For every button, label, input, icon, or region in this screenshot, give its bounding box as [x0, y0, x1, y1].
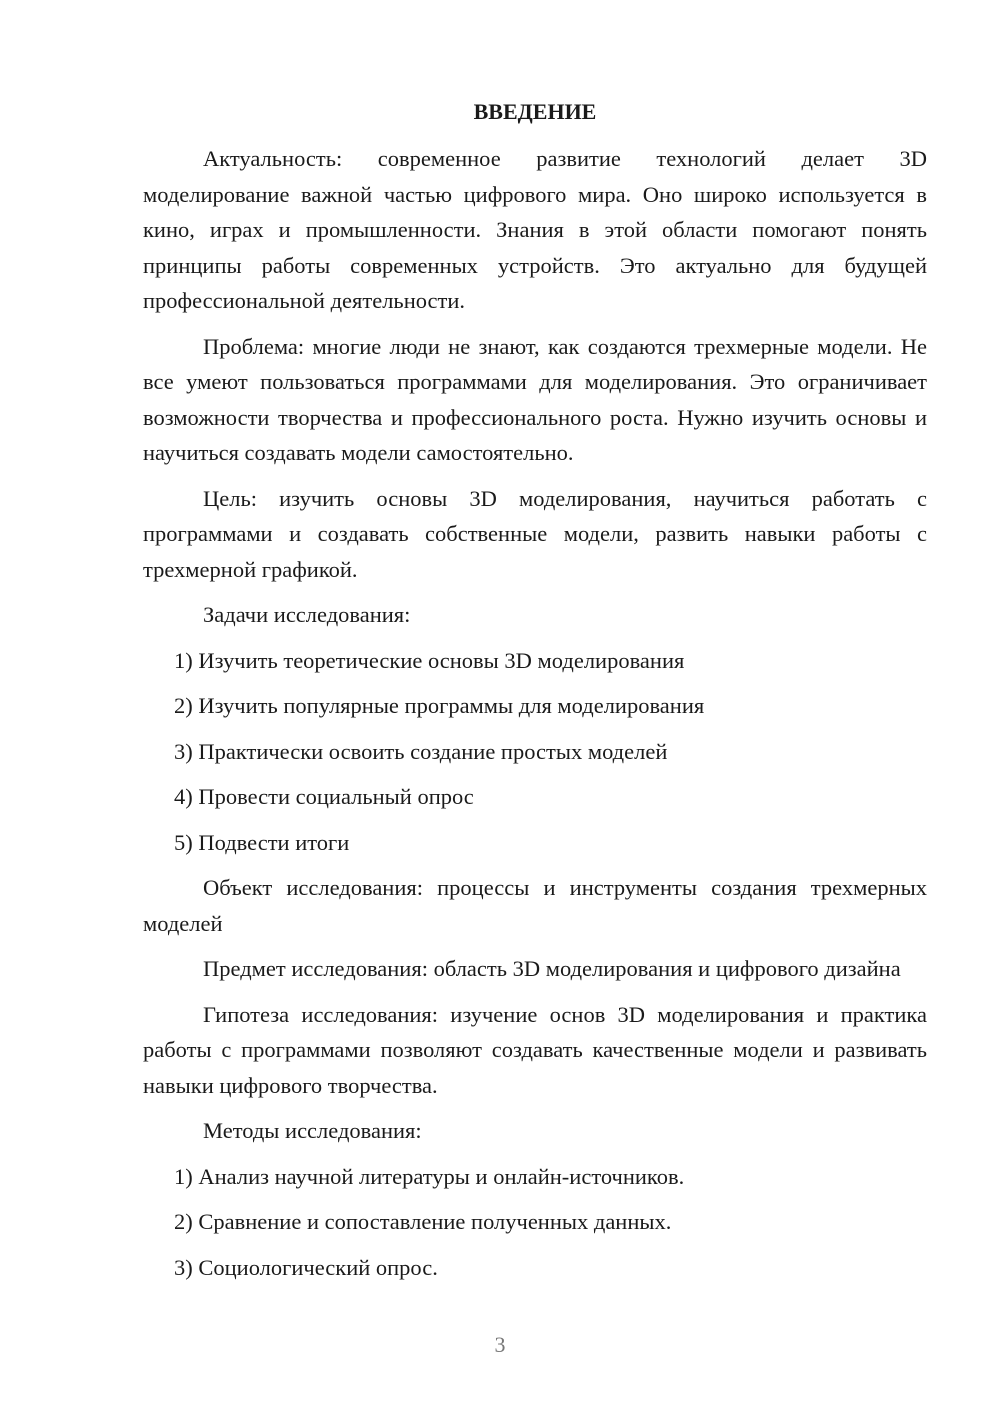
object-paragraph: Объект исследования: процессы и инструменты создания трехмерных моделей	[143, 875, 927, 936]
list-item: 4) Провести социальный опрос	[174, 784, 474, 809]
list-item: 5) Подвести итоги	[174, 829, 350, 855]
relevance-paragraph: Актуальность: современное развитие технологий делает 3D моделирование важной частью цифрового мира. Оно широко используется в кино, играх и промышленности. Знания в этой области помогают понять принципы работы современных устройств. Это актуально для будущей профессиональной деятельности.	[143, 146, 927, 313]
methods-list	[143, 1159, 927, 1286]
list-item: 2) Сравнение и сопоставление полученных данных.	[174, 1209, 672, 1234]
list-item: 1) Изучить теоретические основы 3D моделирования	[174, 647, 685, 673]
page-title: ВВЕДЕНИЕ	[473, 99, 597, 124]
goal-paragraph: Цель: изучить основы 3D моделирования, научиться работать с программами и создавать собственные модели, развить навыки работы с трехмерной графикой.	[143, 485, 927, 582]
subject-paragraph: Предмет исследования: область 3D моделирования и цифрового дизайна	[203, 956, 901, 981]
list-item: 3) Практически освоить создание простых моделей	[174, 738, 668, 764]
list-item: 1) Анализ научной литературы и онлайн-источников.	[174, 1163, 685, 1189]
list-item: 3) Социологический опрос.	[174, 1254, 438, 1280]
tasks-heading: Задачи исследования:	[203, 602, 411, 627]
tasks-list	[143, 643, 927, 861]
page-number: 3	[494, 1332, 506, 1357]
problem-paragraph: Проблема: многие люди не знают, как создаются трехмерные модели. Не все умеют пользоваться программами для моделирования. Это ограничивает возможности творчества и профессионального роста. Нужно изучить основы и научиться создавать модели самостоятельно.	[143, 333, 927, 465]
list-item: 2) Изучить популярные программы для моделирования	[174, 693, 705, 718]
methods-heading: Методы исследования:	[203, 1118, 422, 1143]
document-page	[143, 95, 927, 1295]
hypothesis-paragraph: Гипотеза исследования: изучение основ 3D моделирования и практика работы с программами позволяют создавать качественные модели и развивать навыки цифрового творчества.	[143, 1001, 927, 1098]
